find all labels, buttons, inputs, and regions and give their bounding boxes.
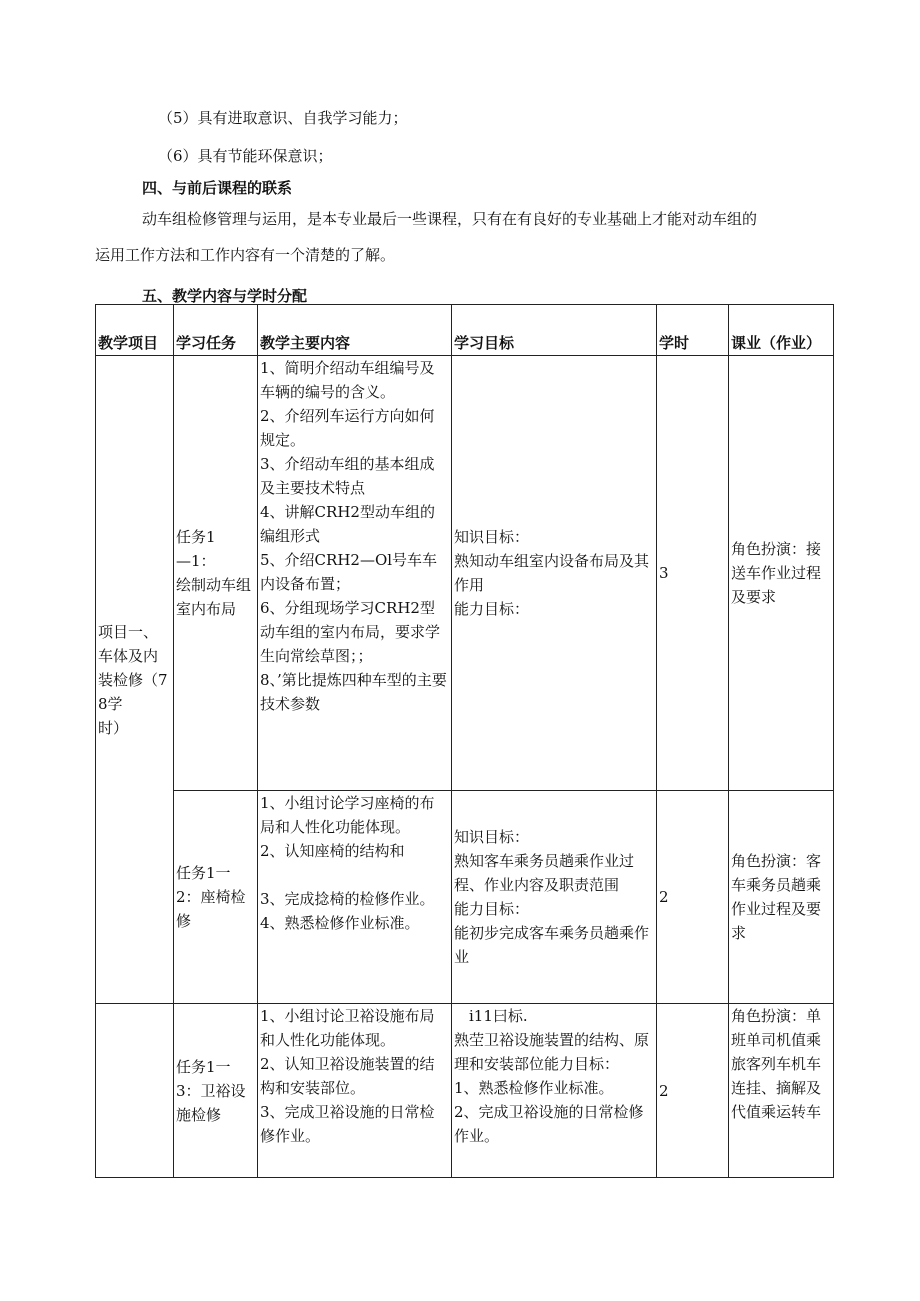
goal-cell xyxy=(452,1004,657,1178)
goal-cell xyxy=(452,791,657,1004)
homework-cell xyxy=(729,791,834,1004)
section-4-paragraph-line-2: 运用工作方法和工作内容有一个清楚的了解。 xyxy=(95,246,396,264)
teaching-content-table xyxy=(95,304,834,1178)
hours-cell: 3 xyxy=(657,356,729,791)
hours-cell: 2 xyxy=(657,791,729,1004)
table-row xyxy=(96,791,834,1004)
content-text: 1、小组讨论学习座椅的布局和人性化功能体现。 2、认知座椅的结构和 3、完成捻椅的检修作业。 4、熟悉检修作业标准。 xyxy=(260,794,435,932)
header-content: 教学主要内容 xyxy=(258,305,452,356)
table-row xyxy=(96,1004,834,1178)
task-cell xyxy=(174,1004,258,1178)
task-text: 任务1 —1： 绘制动车组室内布局 xyxy=(176,528,252,618)
task-cell xyxy=(174,791,258,1004)
header-task: 学习任务 xyxy=(174,305,258,356)
homework-text: 角色扮演：接送车作业过程及要求 xyxy=(731,540,822,606)
list-item-5: （5）具有进取意识、自我学习能力； xyxy=(158,109,408,127)
hours-cell: 2 xyxy=(657,1004,729,1178)
goal-cell xyxy=(452,356,657,791)
goal-text: i11曰标. 熟茔卫裕设施装置的结构、原理和安装部位能力目标： 1、熟悉检修作业标准。 2、完成卫裕设施的日常检修作业。 xyxy=(454,1007,650,1145)
section-5-heading: 五、教学内容与学时分配 xyxy=(142,287,308,305)
homework-text: 角色扮演：客车乘务员趟乘作业过程及要求 xyxy=(731,852,822,942)
header-goal: 学习目标 xyxy=(452,305,657,356)
homework-text: 角色扮演：单班单司机值乘旅客列车机车连挂、摘解及代值乘运转车 xyxy=(731,1007,822,1121)
goal-text: 知识目标： 熟知客车乘务员趟乘作业过程、作业内容及职责范围 能力目标： 能初步完成客车乘务员趟乘作业 xyxy=(454,828,650,966)
content-cell xyxy=(258,1004,452,1178)
section-4-paragraph-line-1: 动车组检修管理与运用，是本专业最后一些课程，只有在有良好的专业基础上才能对动车组的 xyxy=(142,210,758,228)
content-cell xyxy=(258,791,452,1004)
goal-text: 知识目标： 熟知动车组室内设备布局及其作用 能力目标： xyxy=(454,528,650,618)
table-header-row xyxy=(96,305,834,356)
table-row xyxy=(96,356,834,791)
header-project: 教学项目 xyxy=(96,305,174,356)
content-cell xyxy=(258,356,452,791)
content-text: 1、小组讨论卫裕设施布局和人性化功能体现。 2、认知卫裕设施装置的结构和安装部位。 3、完成卫裕设施的日常检修作业。 xyxy=(260,1007,435,1145)
header-homework: 课业（作业） xyxy=(729,305,834,356)
project-text: 项目一、车体及内装检修（78学 时） xyxy=(98,622,168,737)
task-cell xyxy=(174,356,258,791)
task-text: 任务1一3：卫裕设施检修 xyxy=(176,1057,246,1124)
project-cell xyxy=(96,356,174,1004)
homework-cell xyxy=(729,356,834,791)
section-4-heading: 四、与前后课程的联系 xyxy=(142,179,293,197)
homework-cell xyxy=(729,1004,834,1178)
list-item-6: （6）具有节能环保意识； xyxy=(158,147,333,165)
project-cell-empty xyxy=(96,1004,174,1178)
content-text: 1、简明介绍动车组编号及车辆的编号的含义。 2、介绍列车运行方向如何规定。 3、介绍动车组的基本组成及主要技术特点 4、讲解CRH2型动车组的编组形式 5、介绍CRH2—Ol号车车内设备布置； 6、分组现场学习CRH2型动车组的室内布局，要求学生向常绘草图；； 8、’第比提炼四种车型的主要技术参数 xyxy=(260,359,447,713)
task-text: 任务1一2：座椅检修 xyxy=(176,864,246,930)
header-hours: 学时 xyxy=(657,305,729,356)
